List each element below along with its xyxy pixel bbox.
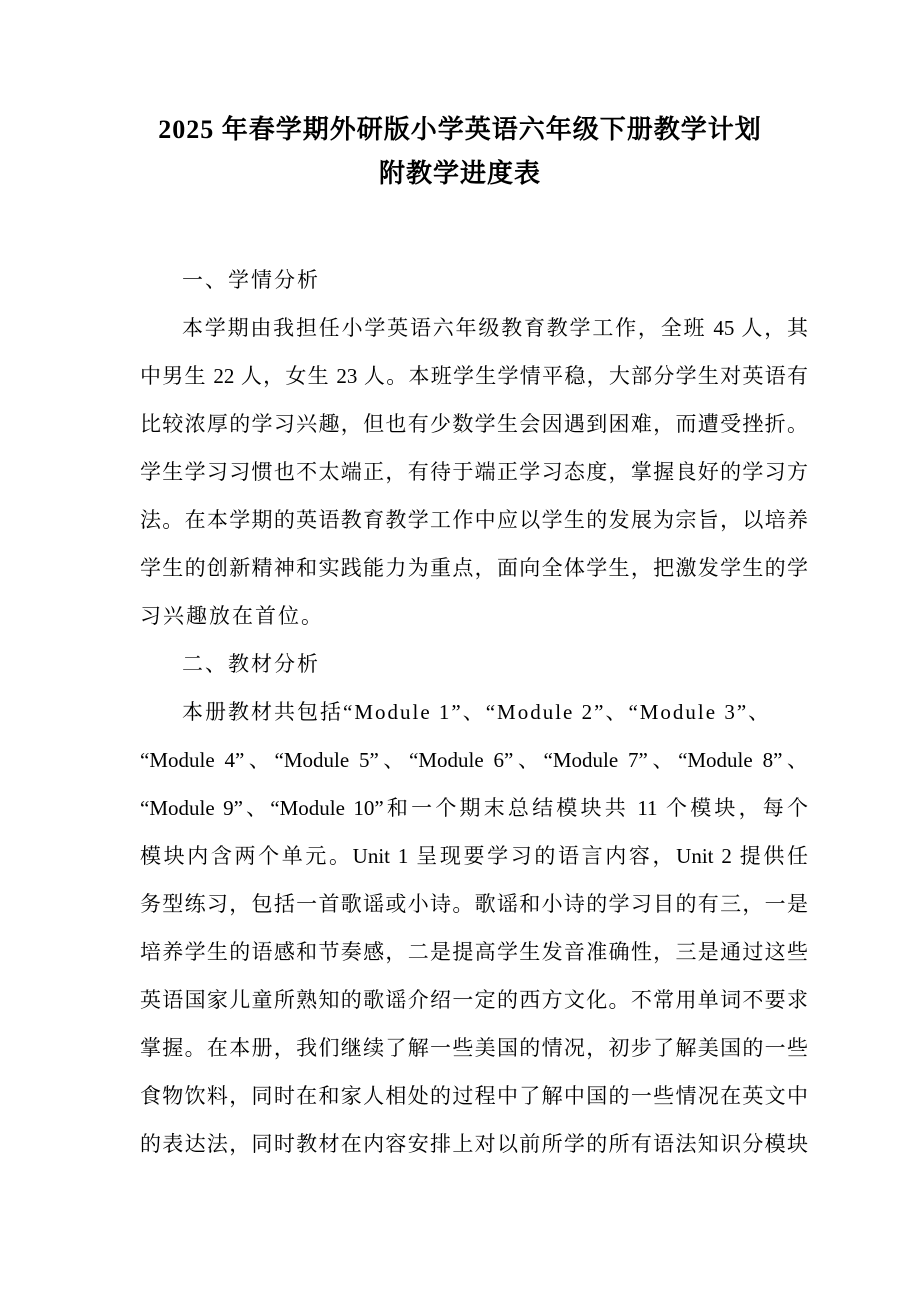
text-line: 一、学情分析 <box>182 268 320 292</box>
text-line: 本学期由我担任小学英语六年级教育教学工作，全班 45 人，其 <box>182 316 808 340</box>
text-line: 学生学习习惯也不太端正，有待于端正学习态度，掌握良好的学习方 <box>140 460 808 484</box>
text-line: 比较浓厚的学习兴趣，但也有少数学生会因遇到困难，而遭受挫折。 <box>140 412 808 436</box>
document-body <box>140 256 808 1168</box>
text-line: 中男生 22 人，女生 23 人。本班学生学情平稳，大部分学生对英语有 <box>140 364 808 388</box>
text-line: 习兴趣放在首位。 <box>140 604 324 628</box>
text-line: 英语国家儿童所熟知的歌谣介绍一定的西方文化。不常用单词不要求 <box>140 988 808 1012</box>
text-line: 本册教材共包括“Module 1”、“Module 2”、“Module 3”、 <box>182 700 772 724</box>
document-title: 2025 年春学期外研版小学英语六年级下册教学计划 <box>158 115 762 144</box>
text-line: 二、教材分析 <box>182 652 320 676</box>
text-line: 学生的创新精神和实践能力为重点，面向全体学生，把激发学生的学 <box>140 556 808 580</box>
text-line: 掌握。在本册，我们继续了解一些美国的情况，初步了解美国的一些 <box>140 1036 808 1060</box>
text-line: 模块内含两个单元。Unit 1 呈现要学习的语言内容，Unit 2 提供任 <box>140 844 808 868</box>
document-subtitle: 附教学进度表 <box>378 159 541 188</box>
text-line: 培养学生的语感和节奏感，二是提高学生发音准确性，三是通过这些 <box>140 940 808 964</box>
text-line: 食物饮料，同时在和家人相处的过程中了解中国的一些情况在英文中 <box>140 1084 808 1108</box>
text-line: 的表达法，同时教材在内容安排上对以前所学的所有语法知识分模块 <box>140 1132 808 1156</box>
text-line: “Module 9”、“Module 10”和一个期末总结模块共 11 个模块，每个 <box>140 796 808 820</box>
text-line: “Module 4”、“Module 5”、“Module 6”、“Module 7”、“Module 8”、 <box>140 748 808 772</box>
text-line: 务型练习，包括一首歌谣或小诗。歌谣和小诗的学习目的有三，一是 <box>140 892 808 916</box>
text-line: 法。在本学期的英语教育教学工作中应以学生的发展为宗旨，以培养 <box>140 508 808 532</box>
